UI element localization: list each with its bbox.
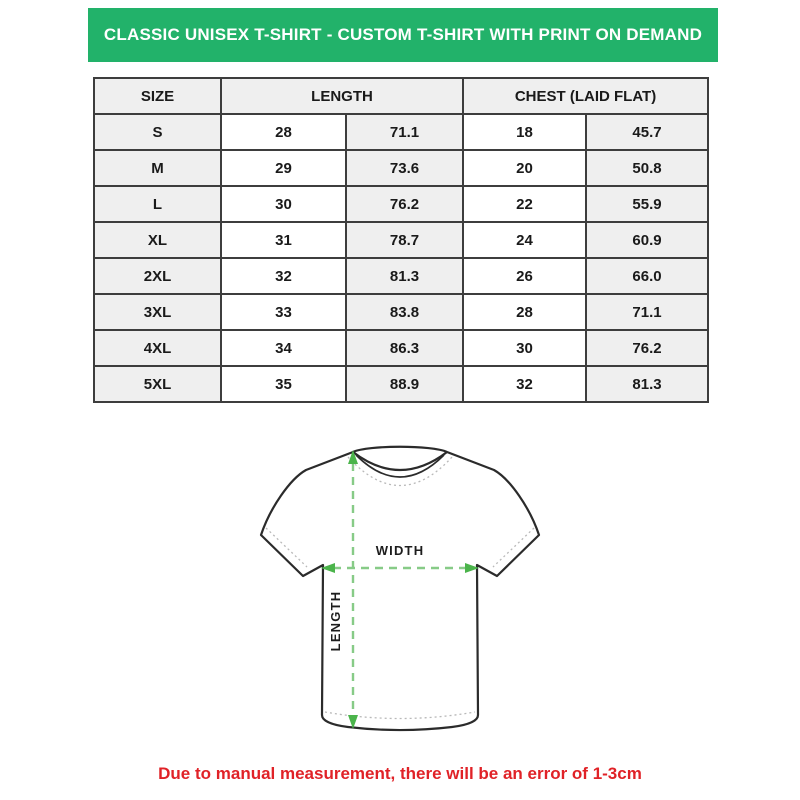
size-cell: M bbox=[94, 150, 221, 186]
value-cell: 33 bbox=[221, 294, 346, 330]
table-row bbox=[94, 150, 708, 186]
table-row bbox=[94, 330, 708, 366]
table-row bbox=[94, 114, 708, 150]
table-row bbox=[94, 222, 708, 258]
table-row bbox=[94, 258, 708, 294]
size-cell: XL bbox=[94, 222, 221, 258]
value-cell: 76.2 bbox=[346, 186, 463, 222]
header-chest: CHEST (LAID FLAT) bbox=[463, 78, 708, 114]
width-label: WIDTH bbox=[375, 543, 425, 558]
value-cell: 88.9 bbox=[346, 366, 463, 402]
value-cell: 30 bbox=[463, 330, 586, 366]
value-cell: 81.3 bbox=[346, 258, 463, 294]
value-cell: 71.1 bbox=[586, 294, 708, 330]
tshirt-outline-icon bbox=[261, 447, 539, 730]
value-cell: 18 bbox=[463, 114, 586, 150]
size-table bbox=[93, 77, 709, 403]
value-cell: 34 bbox=[221, 330, 346, 366]
title-banner bbox=[88, 8, 718, 62]
value-cell: 20 bbox=[463, 150, 586, 186]
value-cell: 81.3 bbox=[586, 366, 708, 402]
value-cell: 32 bbox=[463, 366, 586, 402]
value-cell: 55.9 bbox=[586, 186, 708, 222]
length-label: LENGTH bbox=[328, 590, 343, 652]
value-cell: 83.8 bbox=[346, 294, 463, 330]
value-cell: 66.0 bbox=[586, 258, 708, 294]
value-cell: 71.1 bbox=[346, 114, 463, 150]
value-cell: 28 bbox=[221, 114, 346, 150]
value-cell: 73.6 bbox=[346, 150, 463, 186]
value-cell: 32 bbox=[221, 258, 346, 294]
table-row bbox=[94, 366, 708, 402]
value-cell: 29 bbox=[221, 150, 346, 186]
table-header-row bbox=[94, 78, 708, 114]
table-row bbox=[94, 186, 708, 222]
value-cell: 76.2 bbox=[586, 330, 708, 366]
size-table-body bbox=[94, 114, 708, 402]
size-cell: 3XL bbox=[94, 294, 221, 330]
table-row bbox=[94, 294, 708, 330]
size-cell: 4XL bbox=[94, 330, 221, 366]
value-cell: 24 bbox=[463, 222, 586, 258]
value-cell: 22 bbox=[463, 186, 586, 222]
size-table-container bbox=[93, 77, 707, 403]
value-cell: 60.9 bbox=[586, 222, 708, 258]
tshirt-diagram bbox=[240, 440, 560, 750]
size-cell: L bbox=[94, 186, 221, 222]
value-cell: 78.7 bbox=[346, 222, 463, 258]
value-cell: 45.7 bbox=[586, 114, 708, 150]
size-cell: 5XL bbox=[94, 366, 221, 402]
size-cell: S bbox=[94, 114, 221, 150]
measurement-error-note: Due to manual measurement, there will be an error of 1-3cm bbox=[158, 764, 642, 783]
page-title: CLASSIC UNISEX T-SHIRT - CUSTOM T-SHIRT WITH PRINT ON DEMAND bbox=[103, 25, 703, 44]
value-cell: 26 bbox=[463, 258, 586, 294]
value-cell: 50.8 bbox=[586, 150, 708, 186]
value-cell: 31 bbox=[221, 222, 346, 258]
value-cell: 28 bbox=[463, 294, 586, 330]
value-cell: 30 bbox=[221, 186, 346, 222]
header-size: SIZE bbox=[94, 78, 221, 114]
size-cell: 2XL bbox=[94, 258, 221, 294]
value-cell: 35 bbox=[221, 366, 346, 402]
value-cell: 86.3 bbox=[346, 330, 463, 366]
header-length: LENGTH bbox=[221, 78, 463, 114]
